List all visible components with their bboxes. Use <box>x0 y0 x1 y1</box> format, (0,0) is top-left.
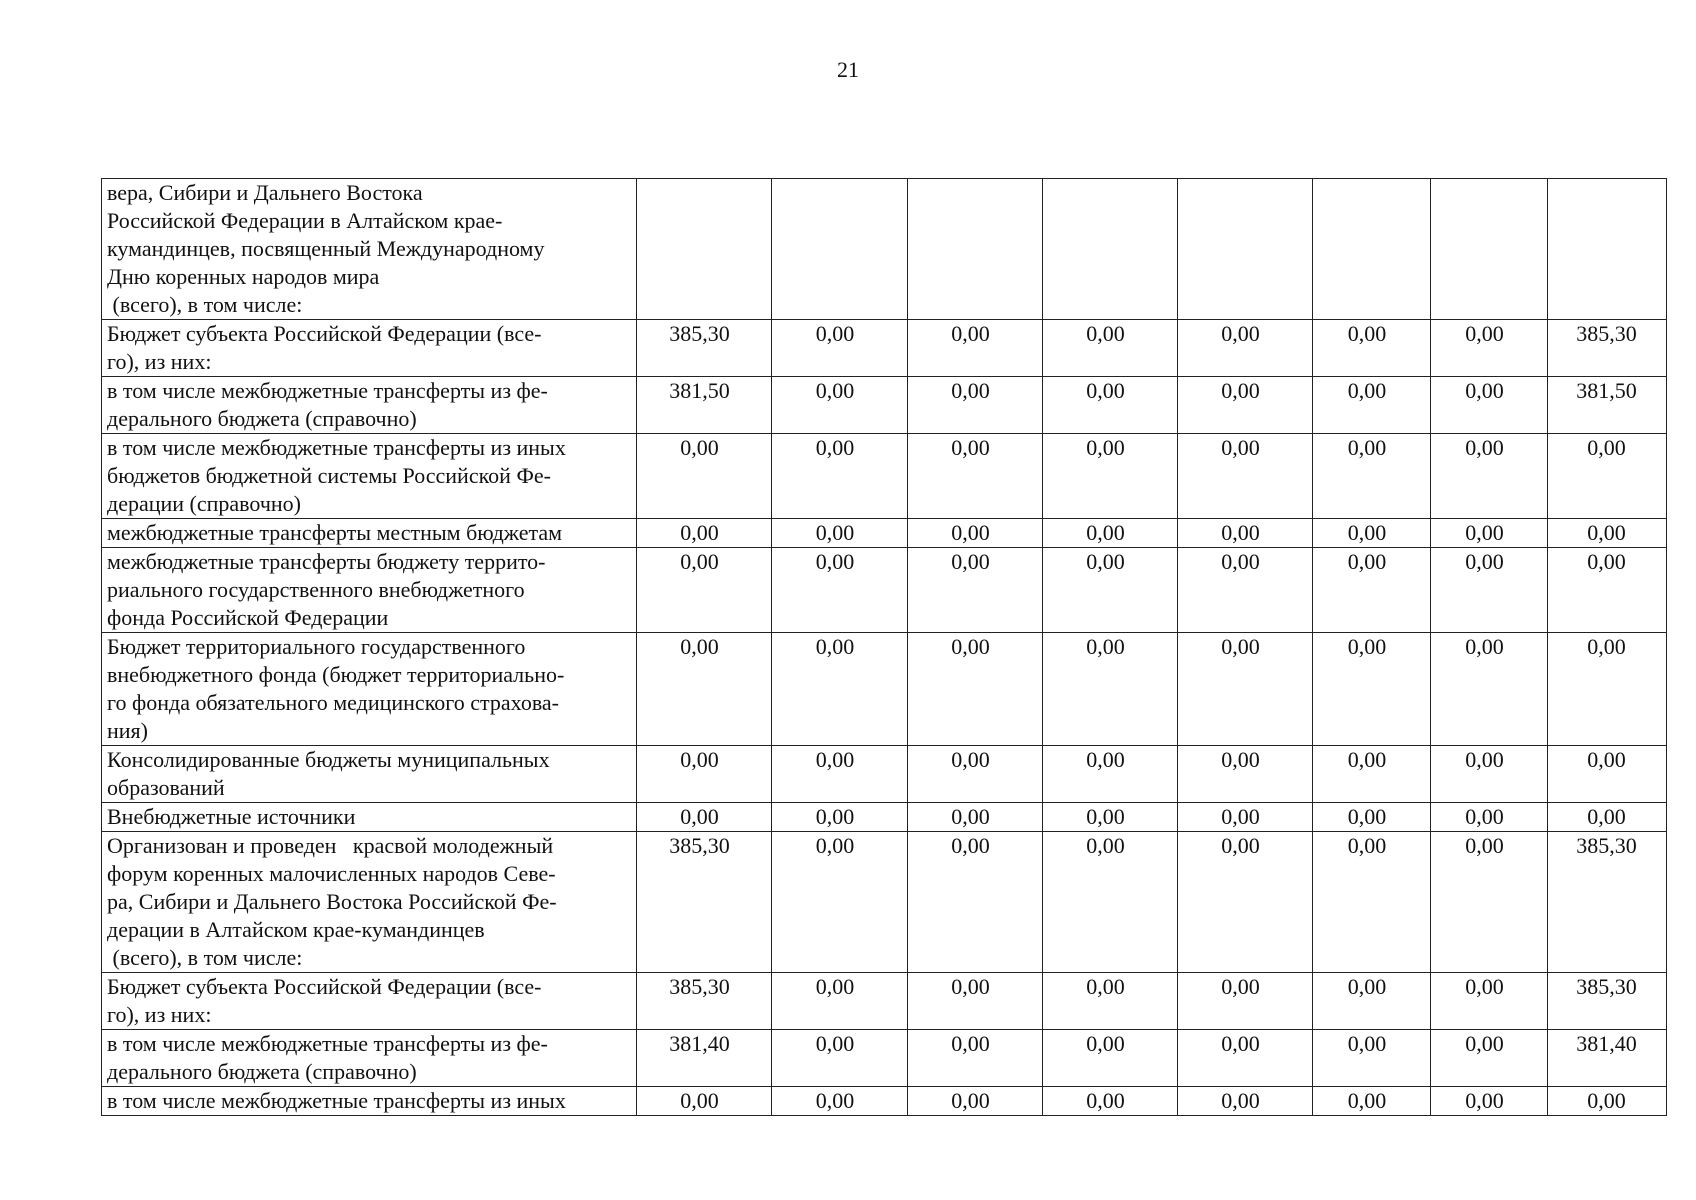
row-label <box>102 179 637 320</box>
value-cell: 0,00 <box>1178 548 1313 633</box>
value-cell: 0,00 <box>1178 1087 1313 1116</box>
value-cell: 0,00 <box>637 548 772 633</box>
value-cell: 0,00 <box>908 803 1043 832</box>
value-cell: 385,30 <box>1548 832 1667 973</box>
value-cell: 0,00 <box>1313 1030 1431 1087</box>
value-cell: 0,00 <box>1043 832 1178 973</box>
value-cell: 0,00 <box>1431 832 1548 973</box>
value-cell <box>1548 179 1667 320</box>
value-cell: 0,00 <box>772 548 908 633</box>
row-label-line: дерального бюджета (справочно) <box>107 1059 417 1084</box>
value-cell: 0,00 <box>1043 320 1178 377</box>
value-cell: 0,00 <box>1178 1030 1313 1087</box>
value-cell <box>1178 179 1313 320</box>
value-cell: 0,00 <box>1313 519 1431 548</box>
row-label-line: ра, Сибири и Дальнего Востока Российской Фе- <box>107 889 557 914</box>
row-label <box>102 633 637 746</box>
value-cell: 381,50 <box>1548 377 1667 434</box>
value-cell <box>637 179 772 320</box>
value-cell <box>908 179 1043 320</box>
value-cell: 0,00 <box>1548 633 1667 746</box>
value-cell: 0,00 <box>1043 1087 1178 1116</box>
value-cell: 0,00 <box>1548 803 1667 832</box>
value-cell: 0,00 <box>908 519 1043 548</box>
row-label <box>102 1087 637 1116</box>
value-cell: 0,00 <box>1178 377 1313 434</box>
value-cell: 0,00 <box>908 746 1043 803</box>
table-row <box>102 320 1667 377</box>
row-label-line: кумандинцев, посвященный Международному <box>107 236 545 261</box>
value-cell: 0,00 <box>1313 1087 1431 1116</box>
value-cell: 0,00 <box>772 1030 908 1087</box>
value-cell: 0,00 <box>908 832 1043 973</box>
value-cell: 0,00 <box>1043 633 1178 746</box>
row-label-line: дерации в Алтайском крае-кумандинцев <box>107 917 485 942</box>
value-cell: 0,00 <box>772 832 908 973</box>
table-row <box>102 1087 1667 1116</box>
row-label-line: Бюджет субъекта Российской Федерации (все- <box>107 974 542 999</box>
value-cell <box>1043 179 1178 320</box>
value-cell: 385,30 <box>637 973 772 1030</box>
row-label <box>102 803 637 832</box>
table-row <box>102 832 1667 973</box>
row-label-line: Бюджет территориального государственного <box>107 634 526 659</box>
value-cell: 0,00 <box>772 519 908 548</box>
value-cell: 0,00 <box>1313 832 1431 973</box>
value-cell: 0,00 <box>1548 519 1667 548</box>
row-label-line: бюджетов бюджетной системы Российской Фе- <box>107 463 551 488</box>
value-cell: 0,00 <box>1313 746 1431 803</box>
value-cell: 0,00 <box>1178 746 1313 803</box>
value-cell: 0,00 <box>1431 1087 1548 1116</box>
value-cell: 0,00 <box>1431 973 1548 1030</box>
value-cell: 0,00 <box>1178 832 1313 973</box>
value-cell: 0,00 <box>908 548 1043 633</box>
row-label-line: го), из них: <box>107 349 212 374</box>
value-cell: 0,00 <box>772 320 908 377</box>
value-cell: 0,00 <box>1313 973 1431 1030</box>
value-cell: 0,00 <box>908 1087 1043 1116</box>
value-cell: 0,00 <box>772 973 908 1030</box>
row-label-line: риального государственного внебюджетного <box>107 577 525 602</box>
value-cell: 0,00 <box>1548 1087 1667 1116</box>
value-cell: 0,00 <box>1431 803 1548 832</box>
value-cell: 0,00 <box>1313 434 1431 519</box>
row-label-line: образований <box>107 775 225 800</box>
value-cell: 0,00 <box>1313 548 1431 633</box>
value-cell: 381,40 <box>1548 1030 1667 1087</box>
value-cell: 0,00 <box>1178 633 1313 746</box>
value-cell <box>1431 179 1548 320</box>
value-cell: 0,00 <box>1178 803 1313 832</box>
value-cell: 0,00 <box>1313 633 1431 746</box>
value-cell: 0,00 <box>772 377 908 434</box>
value-cell: 0,00 <box>1043 973 1178 1030</box>
row-label-line: ния) <box>107 718 148 743</box>
row-label-line: Бюджет субъекта Российской Федерации (все- <box>107 321 542 346</box>
value-cell: 0,00 <box>908 973 1043 1030</box>
row-label-line: межбюджетные трансферты бюджету террито- <box>107 549 546 574</box>
table-row <box>102 973 1667 1030</box>
value-cell: 0,00 <box>908 1030 1043 1087</box>
row-label <box>102 434 637 519</box>
value-cell: 0,00 <box>1043 803 1178 832</box>
value-cell: 0,00 <box>772 803 908 832</box>
row-label-line: го фонда обязательного медицинского страхова- <box>107 690 560 715</box>
value-cell: 0,00 <box>637 434 772 519</box>
row-label <box>102 973 637 1030</box>
page-number: 21 <box>837 57 859 82</box>
value-cell: 0,00 <box>1431 377 1548 434</box>
value-cell: 385,30 <box>1548 973 1667 1030</box>
row-label-line: форум коренных малочисленных народов Севе- <box>107 861 556 886</box>
value-cell: 0,00 <box>1043 746 1178 803</box>
value-cell: 0,00 <box>1043 1030 1178 1087</box>
row-label-line: межбюджетные трансферты местным бюджетам <box>107 520 563 545</box>
value-cell: 0,00 <box>637 803 772 832</box>
value-cell: 385,30 <box>1548 320 1667 377</box>
row-label <box>102 746 637 803</box>
table-row <box>102 1030 1667 1087</box>
value-cell <box>1313 179 1431 320</box>
value-cell: 0,00 <box>1178 320 1313 377</box>
row-label <box>102 519 637 548</box>
row-label <box>102 548 637 633</box>
row-label-line: в том числе межбюджетные трансферты из иных <box>107 435 566 460</box>
value-cell: 0,00 <box>1548 434 1667 519</box>
value-cell: 0,00 <box>1431 434 1548 519</box>
row-label-line: (всего), в том числе: <box>107 945 303 970</box>
table-row <box>102 746 1667 803</box>
value-cell: 0,00 <box>1043 434 1178 519</box>
row-label-line: в том числе межбюджетные трансферты из фе- <box>107 1031 548 1056</box>
value-cell: 385,30 <box>637 832 772 973</box>
value-cell: 0,00 <box>1548 746 1667 803</box>
table-row <box>102 377 1667 434</box>
row-label <box>102 377 637 434</box>
value-cell: 0,00 <box>908 320 1043 377</box>
value-cell: 0,00 <box>1431 519 1548 548</box>
row-label-line: Дню коренных народов мира <box>107 264 380 289</box>
value-cell: 0,00 <box>1431 1030 1548 1087</box>
row-label-line: Консолидированные бюджеты муниципальных <box>107 747 550 772</box>
value-cell: 0,00 <box>637 1087 772 1116</box>
value-cell: 0,00 <box>1043 519 1178 548</box>
value-cell: 0,00 <box>637 746 772 803</box>
value-cell: 0,00 <box>772 633 908 746</box>
row-label-line: в том числе межбюджетные трансферты из иных <box>107 1088 566 1113</box>
table-row <box>102 519 1667 548</box>
value-cell: 0,00 <box>1043 377 1178 434</box>
budget-table <box>101 178 1667 1116</box>
value-cell: 0,00 <box>1431 548 1548 633</box>
table-row <box>102 803 1667 832</box>
table-row <box>102 548 1667 633</box>
value-cell: 0,00 <box>1043 548 1178 633</box>
row-label-line: Организован и проведен красвой молодежный <box>107 833 554 858</box>
row-label-line: дерации (справочно) <box>107 491 302 516</box>
value-cell: 381,50 <box>637 377 772 434</box>
row-label-line: в том числе межбюджетные трансферты из фе- <box>107 378 548 403</box>
table-row <box>102 633 1667 746</box>
row-label-line: фонда Российской Федерации <box>107 605 389 630</box>
value-cell: 0,00 <box>908 377 1043 434</box>
row-label-line: Российской Федерации в Алтайском крае- <box>107 208 503 233</box>
value-cell: 0,00 <box>1431 320 1548 377</box>
table-row <box>102 434 1667 519</box>
value-cell: 0,00 <box>1313 320 1431 377</box>
row-label-line: Внебюджетные источники <box>107 804 356 829</box>
value-cell: 0,00 <box>1178 434 1313 519</box>
row-label-line: го), из них: <box>107 1002 212 1027</box>
value-cell: 0,00 <box>1313 377 1431 434</box>
row-label <box>102 832 637 973</box>
value-cell: 0,00 <box>1431 633 1548 746</box>
table-row <box>102 179 1667 320</box>
value-cell: 0,00 <box>772 746 908 803</box>
row-label-line: дерального бюджета (справочно) <box>107 406 417 431</box>
value-cell: 0,00 <box>1548 548 1667 633</box>
value-cell: 0,00 <box>1431 746 1548 803</box>
row-label-line: (всего), в том числе: <box>107 292 303 317</box>
value-cell: 0,00 <box>637 633 772 746</box>
value-cell: 381,40 <box>637 1030 772 1087</box>
value-cell <box>772 179 908 320</box>
row-label <box>102 320 637 377</box>
value-cell: 385,30 <box>637 320 772 377</box>
row-label <box>102 1030 637 1087</box>
value-cell: 0,00 <box>772 1087 908 1116</box>
row-label-line: внебюджетного фонда (бюджет территориально- <box>107 662 565 687</box>
value-cell: 0,00 <box>772 434 908 519</box>
value-cell: 0,00 <box>1178 973 1313 1030</box>
value-cell: 0,00 <box>637 519 772 548</box>
value-cell: 0,00 <box>908 633 1043 746</box>
value-cell: 0,00 <box>1178 519 1313 548</box>
row-label-line: вера, Сибири и Дальнего Востока <box>107 180 423 205</box>
value-cell: 0,00 <box>908 434 1043 519</box>
value-cell: 0,00 <box>1313 803 1431 832</box>
